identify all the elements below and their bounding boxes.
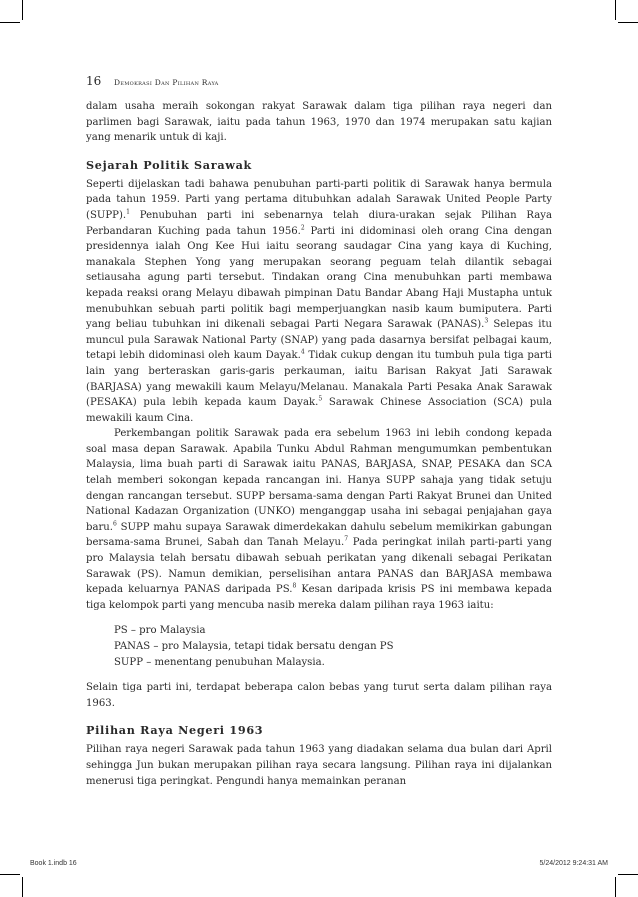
running-title: Demokrasi Dan Pilihan Raya	[114, 78, 219, 87]
crop-mark-top-right-vertical	[615, 0, 616, 20]
crop-mark-bottom-right-horizontal	[618, 874, 638, 875]
footnote-ref: 1	[126, 208, 130, 216]
intro-paragraph: dalam usaha meraih sokongan rakyat Sarawak dalam tiga pilihan raya negeri dan parlimen bagi Sarawak, iaitu pada tahun 1963, 1970 dan 1974 merupakan satu kajian yang menarik untuk di kaji.	[86, 101, 552, 144]
paragraph-pilihan-raya: Pilihan raya negeri Sarawak pada tahun 1963 yang diadakan selama dua bulan dari April sehingga Jun bukan merupakan pilihan raya secara langsung. Pilihan raya ini dijalankan menerusi tiga peringkat. Pengundi hanya memainkan peranan	[86, 744, 552, 787]
paragraph-sejarah: Seperti dijelaskan tadi bahawa penubuhan parti-parti politik di Sarawak hanya bermula pada tahun 1959. Parti yang pertama ditubuhkan adalah Sarawak United People Party (SUPP).$^1$ Penubuhan parti ini sebenarnya telah diura-urakan sejak Pilihan Raya Perbandaran Kuching pada tahun 1956.$^2$ Parti ini didominasi oleh orang Cina dengan presidennya ialah Ong Kee Hui iaitu seorang saudagar Cina yang kaya di Kuching, manakala Stephen Yong yang merupakan seorang peguam telah dilantik sebagai setiausaha agung parti tersebut. Tindakan orang Cina menubuhkan parti membawa kepada reaksi orang Melayu dibawah pimpinan Datu Bandar Abang Haji Mustapha untuk menubuhkan sebuah parti politik bagi memperjuangkan nasib kaum bumiputera. Parti yang beliau tubuhkan ini dikenali sebagai Parti Negara Sarawak (PANAS).$^3$ Selepas itu muncul pula Sarawak National Party (SNAP) yang pada dasarnya bersifat pelbagai kaum, tetapi lebih didominasi oleh kaum Dayak.$^4$ Tidak cukup dengan itu tumbuh pula tiga parti lain yang berteraskan garis-garis perkauman, iaitu Barisan Rakyat Jati Sarawak (BARJASA) yang mewakili kaum Melayu/Melanau. Manakala Parti Pesaka Anak Sarawak (PESAKA) pula lebih kepada kaum Dayak.$^5$ Sarawak Chinese Association (SCA) pula mewakili kaum Cina.	[86, 178, 553, 424]
section-heading-sejarah: Sejarah Politik Sarawak	[86, 157, 253, 172]
crop-mark-bottom-left-horizontal	[0, 874, 20, 875]
footnote-ref: 7	[344, 536, 349, 544]
page-number: 16	[86, 74, 102, 88]
footnote-ref: 8	[292, 582, 297, 590]
footnote-ref: 2	[300, 224, 305, 232]
footnote-ref: 6	[113, 520, 117, 528]
list-item: PANAS – pro Malaysia, tetapi tidak bersatu dengan PS	[114, 641, 394, 652]
party-list	[114, 623, 552, 670]
footnote-ref: 5	[318, 395, 323, 403]
list-item: SUPP – menentang penubuhan Malaysia.	[114, 656, 325, 668]
list-item: PS – pro Malaysia	[114, 625, 206, 637]
paragraph-calon-bebas: Selain tiga parti ini, terdapat beberapa calon bebas yang turut serta dalam pilihan raya 1963.	[86, 682, 552, 709]
crop-mark-top-left-horizontal	[0, 22, 20, 23]
running-header	[86, 74, 219, 88]
section-heading-pilihan-raya: Pilihan Raya Negeri 1963	[86, 723, 264, 738]
crop-mark-bottom-right-vertical	[615, 877, 616, 897]
crop-mark-bottom-left-vertical	[22, 877, 23, 897]
page-body	[86, 99, 552, 789]
footnote-ref: 3	[484, 317, 489, 325]
paragraph-perkembangan: Perkembangan politik Sarawak pada era sebelum 1963 ini lebih condong kepada soal masa depan Sarawak. Apabila Tunku Abdul Rahman mengumumkan pembentukan Malaysia, lima buah parti di Sarawak iaitu PANAS, BARJASA, SNAP, PESAKA dan SCA telah memberi sokongan kepada rancangan ini. Hanya SUPP sahaja yang tidak setuju dengan rancangan tersebut. SUPP bersama-sama dengan Parti Rakyat Brunei dan United National Kadazan Organization (UNKO) menganggap usaha ini sebagai penjajahan gaya baru.$^6$ SUPP mahu supaya Sarawak dimerdekakan dahulu sebelum memikirkan gabungan bersama-sama Brunei, Sabah dan Tanah Melayu.$^7$ Pada peringkat inilah parti-parti yang pro Malaysia telah bersatu dibawah sebuah perikatan yang dikenali sebagai Perikatan Sarawak (PS). Namun demikian, perselisihan antara PANAS dan BARJASA membawa kepada keluarnya PANAS daripada PS.$^8$ Kesan daripada krisis PS ini membawa kepada tiga kelompok parti yang mencuba nasib mereka dalam pilihan raya 1963 iaitu:	[86, 428, 552, 611]
footnote-ref: 4	[300, 348, 305, 356]
crop-mark-top-left-vertical	[22, 0, 23, 20]
footer-timestamp: 5/24/2012 9:24:31 AM	[539, 860, 608, 867]
footer-file-label: Book 1.indb 16	[30, 860, 77, 867]
crop-mark-top-right-horizontal	[618, 22, 638, 23]
